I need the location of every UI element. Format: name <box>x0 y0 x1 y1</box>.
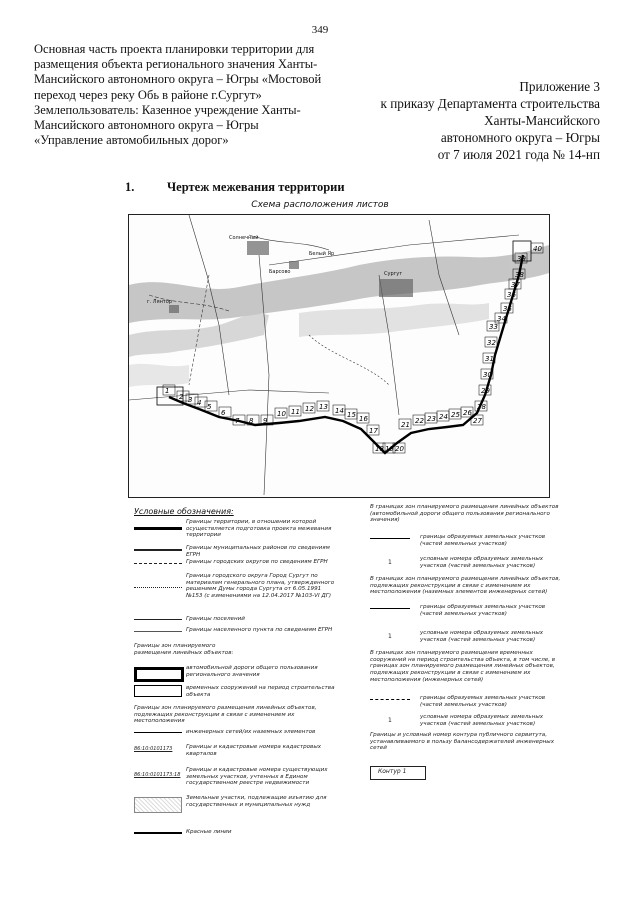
temporary-parcel-boundary-symbol <box>370 699 410 700</box>
legend-text: Границы зон планируемого размещения линейных объектов: <box>134 643 234 656</box>
sheet-number-label: 24 <box>439 413 448 421</box>
sheet-number-label: 31 <box>485 355 494 363</box>
sheet-number-label: 16 <box>359 415 368 423</box>
sheet-number-label: 23 <box>427 415 436 423</box>
legend-text: инженерных сетей/их наземных элементов <box>186 729 316 735</box>
legend-text: Границы и кадастровые номера существующих земельных участков, учтенных в Едином государственном реестре недвижимости <box>186 767 328 787</box>
sheet-number-label: 17 <box>369 427 378 435</box>
cadastral-parcel-code: 86:10:0101173:18 <box>134 772 181 778</box>
legend-text: В границах зон планируемого размещения временных сооружений на период строительства объекта, в том числе, в границах зон планируемого размещения линейных объектов, подлежащих реконструкции в связи с изменением их местоположения (инженерных сетей) <box>370 650 556 683</box>
header-left-line: размещения объекта регионального значения Ханты- <box>34 57 318 72</box>
section-heading <box>125 180 345 195</box>
map-caption: Схема расположения листов <box>251 200 389 210</box>
header-left-line: Основная часть проекта планировки территории для <box>34 42 315 56</box>
sheet-number-label: 32 <box>487 339 496 347</box>
sheet-number-label: 29 <box>481 387 490 395</box>
parcel-boundary-symbol <box>370 538 410 539</box>
river-areas <box>129 245 549 387</box>
sheet-number-label: 19 <box>385 445 394 453</box>
map-svg <box>129 215 549 497</box>
sheet-number-label: 30 <box>483 371 492 379</box>
legend-text: Границы поселений <box>186 616 245 622</box>
appendix-line: Ханты-Мансийского <box>484 113 600 128</box>
legend-text: Земельные участки, подлежащие изъятию для государственных и муниципальных нужд <box>186 795 327 808</box>
sheet-number-label: 39 <box>517 255 526 263</box>
road-zone-symbol <box>134 667 184 682</box>
legend-left <box>134 519 344 849</box>
legend-text: Границы и условный номер контура публичного сервитута, устанавливаемого в пользу балансодержателей инженерных сетей <box>370 732 555 752</box>
parcel-number-mark: 1 <box>388 559 392 566</box>
sheet-number-label: 1 <box>165 387 170 395</box>
legend-text: границы образуемых земельных участков (частей земельных участков) <box>420 534 546 547</box>
legend-text: автомобильной дороги общего пользования регионального значения <box>186 665 318 678</box>
sheet-number-label: 25 <box>451 411 460 419</box>
header-left-line: Мансийского автономного округа – Югры «Мостовой <box>34 72 322 87</box>
sheet-number-label: 14 <box>335 407 344 415</box>
legend-text: Границы территории, в отношении которой осуществляется подготовка проекта межевания территории <box>186 519 332 539</box>
document-header-left <box>34 42 334 148</box>
legend-text: Границы муниципальных районов по сведениям ЕГРН <box>186 545 330 558</box>
red-line-symbol <box>134 832 182 834</box>
legend-text: Границы населенного пункта по сведениям ЕГРН <box>186 627 333 633</box>
settlement-area <box>289 261 299 269</box>
sheet-number-label: 9 <box>263 417 268 425</box>
sheet-number-label: 10 <box>277 410 286 418</box>
sheet-number-label: 22 <box>415 417 424 425</box>
legend-text: условные номера образуемых земельных участков (частей земельных участков) <box>420 714 544 727</box>
sheet-number-label: 28 <box>477 403 486 411</box>
place-label: Сургут <box>384 271 403 277</box>
legend-text: В границах зон планируемого размещения линейных объектов, подлежащих реконструкции в связи с изменением их местоположения (наземных элементов инженерных сетей) <box>370 576 561 596</box>
sheet-number-label: 34 <box>497 315 506 323</box>
appendix-line: Приложение 3 <box>519 79 600 94</box>
sheet-number-label: 20 <box>395 445 404 453</box>
sheet-number-label: 3 <box>188 396 193 404</box>
territory-boundary-symbol <box>134 527 182 530</box>
legend-text: Границы и кадастровые номера кадастровых кварталов <box>186 744 322 757</box>
sheet-number-label: 35 <box>503 305 512 313</box>
sheet-number-label: 18 <box>375 445 384 453</box>
sheet-number-label: 37 <box>511 281 520 289</box>
sheet-number-label: 5 <box>207 403 212 411</box>
parcel-number-mark: 1 <box>388 633 392 640</box>
header-left-line: Мансийского автономного округа – Югры <box>34 118 259 133</box>
section-number: 1. <box>125 180 135 194</box>
settlement-area <box>247 241 269 255</box>
appendix-line: автономного округа – Югры <box>440 130 600 145</box>
seizure-parcel-symbol <box>134 797 182 813</box>
temporary-zone-symbol <box>134 685 182 697</box>
sheet-number-label: 4 <box>197 399 202 407</box>
parcel-boundary-symbol <box>370 608 410 609</box>
sheet-number-label: 11 <box>291 408 300 416</box>
sheet-number-label: 15 <box>347 411 356 419</box>
district-boundary-symbol <box>134 549 182 551</box>
settlement-area <box>169 305 179 313</box>
legend-text: условные номера образуемых земельных участков (частей земельных участков) <box>420 630 544 643</box>
legend-text: границы образуемых земельных участков (частей земельных участков) <box>420 604 546 617</box>
legend-text: Красные линии <box>186 829 232 835</box>
sheet-number-label: 36 <box>507 291 516 299</box>
sheet-layout-map <box>128 214 550 498</box>
road-line <box>309 335 389 385</box>
legend-text: Границы зон планируемого размещения линейных объектов, подлежащих реконструкции в связи с изменением их местоположения <box>134 705 317 725</box>
locality-boundary-symbol <box>134 631 182 632</box>
place-label: Солнечный <box>229 235 259 241</box>
appendix-header <box>300 78 600 163</box>
appendix-line: к приказу Департамента строительства <box>380 96 600 111</box>
surgut-boundary-symbol <box>134 587 182 588</box>
header-left-line: переход через реку Обь в районе г.Сургут» <box>34 87 262 102</box>
settlement-area <box>379 279 413 297</box>
sheet-number-label: 7 <box>235 417 240 425</box>
sheet-number-label: 21 <box>401 421 410 429</box>
page-number: 349 <box>311 24 329 36</box>
utility-network-symbol <box>134 732 182 733</box>
legend-text: Границы городских округов по сведениям ЕГРН <box>186 559 328 565</box>
header-left-line: Землепользователь: Казенное учреждение Ханты- <box>34 102 301 117</box>
sheet-number-label: 13 <box>319 403 328 411</box>
legend-right <box>370 504 570 784</box>
sheet-number-label: 38 <box>515 271 524 279</box>
sheet-number-label: 8 <box>249 417 254 425</box>
section-title: Чертеж межевания территории <box>167 180 345 194</box>
cadastral-quarter-code: 86:10:0101173 <box>134 746 173 752</box>
legend-text: Граница городского округа Город Сургут по материалам генерального плана, утвержденного решением Думы города Сургута от 6.05.1991 №153 (с изменениями на 12.04.2017 №103-VI ДГ) <box>186 573 335 600</box>
place-label: г. Лянтор <box>147 299 172 305</box>
place-label: Барсово <box>269 269 291 275</box>
parcel-number-mark: 1 <box>388 717 392 724</box>
appendix-line: от 7 июля 2021 года № 14-нп <box>437 147 600 162</box>
header-left-line: «Управление автомобильных дорог» <box>34 133 229 148</box>
legend-title: Условные обозначения: <box>134 507 234 516</box>
sheet-number-label: 12 <box>305 405 314 413</box>
legend-text: временных сооружений на период строительства объекта <box>186 685 335 698</box>
servitude-contour-label: Контур 1 <box>378 768 407 775</box>
city-district-boundary-symbol <box>134 563 182 564</box>
settlement-boundary-symbol <box>134 619 182 620</box>
legend-text: границы образуемых земельных участков (частей земельных участков) <box>420 695 546 708</box>
river-area <box>129 314 269 357</box>
legend-text: условные номера образуемых земельных участков (частей земельных участков) <box>420 556 544 569</box>
sheet-number-label: 27 <box>473 417 482 425</box>
sheet-number-label: 40 <box>533 245 542 253</box>
legend-text: В границах зон планируемого размещения линейных объектов (автомобильной дороги общего пользования регионального значения) <box>370 504 559 524</box>
river-area <box>299 303 489 337</box>
sheet-number-label: 2 <box>179 393 184 401</box>
sheet-number-label: 6 <box>221 409 226 417</box>
place-label: Белый Яр <box>309 251 335 257</box>
river-area <box>129 364 189 387</box>
sheet-number-label: 33 <box>489 323 498 331</box>
sheet-number-label: 26 <box>463 409 472 417</box>
